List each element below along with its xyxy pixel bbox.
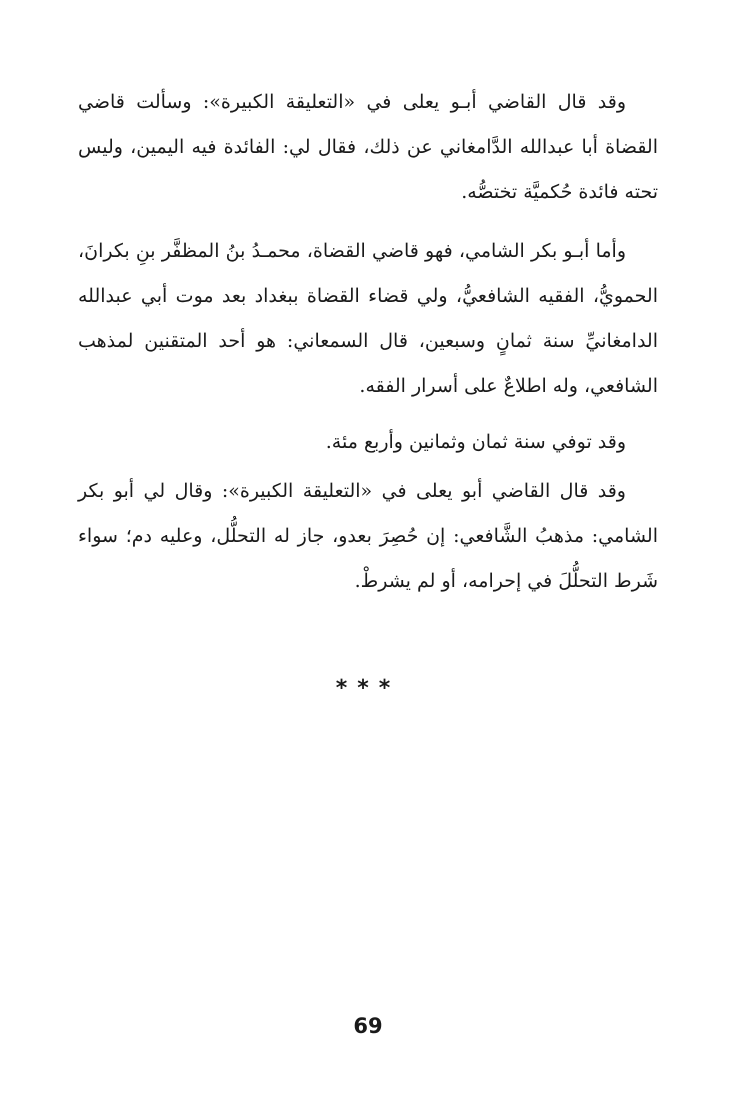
paragraph-4 <box>78 469 658 604</box>
page-number: 69 <box>353 1014 383 1038</box>
section-separator-ornament: *** <box>335 676 401 701</box>
paragraph-3-text: وقد توفي سنة ثمان وثمانين وأربع مئة. <box>325 431 626 453</box>
paragraph-2-text: وأما أبـو بكر الشامي، فهو قاضي القضاة، محمـدُ بنُ المظفَّر بنِ بكرانَ، الحمويُّ، الفقيه الشافعيُّ، ولي قضاء القضاة ببغداد بعد موت أبي عبدالله الدامغانيِّ سنة ثمانٍ وسبعين، قال السمعاني: هو أحد المتقنين لمذهب الشافعي، وله اطلاعٌ على أسرار الفقه. <box>78 240 658 397</box>
paragraph-3 <box>78 420 658 465</box>
paragraph-1 <box>78 80 658 215</box>
paragraph-1-text: وقد قال القاضي أبـو يعلى في «التعليقة الكبيرة»: وسألت قاضي القضاة أبا عبدالله الدَّامغاني عن ذلك، فقال لي: الفائدة فيه اليمين، وليس تحته فائدة حُكميَّة تختصُّه. <box>78 91 658 203</box>
paragraph-4-text: وقد قال القاضي أبو يعلى في «التعليقة الكبيرة»: وقال لي أبو بكر الشامي: مذهبُ الشَّافعي: إن حُصِرَ بعدو، جاز له التحلُّل، وعليه دم؛ سواء شَرط التحلُّلَ في إحرامه، أو لم يشرطْ. <box>78 480 658 592</box>
paragraph-2 <box>78 229 658 409</box>
